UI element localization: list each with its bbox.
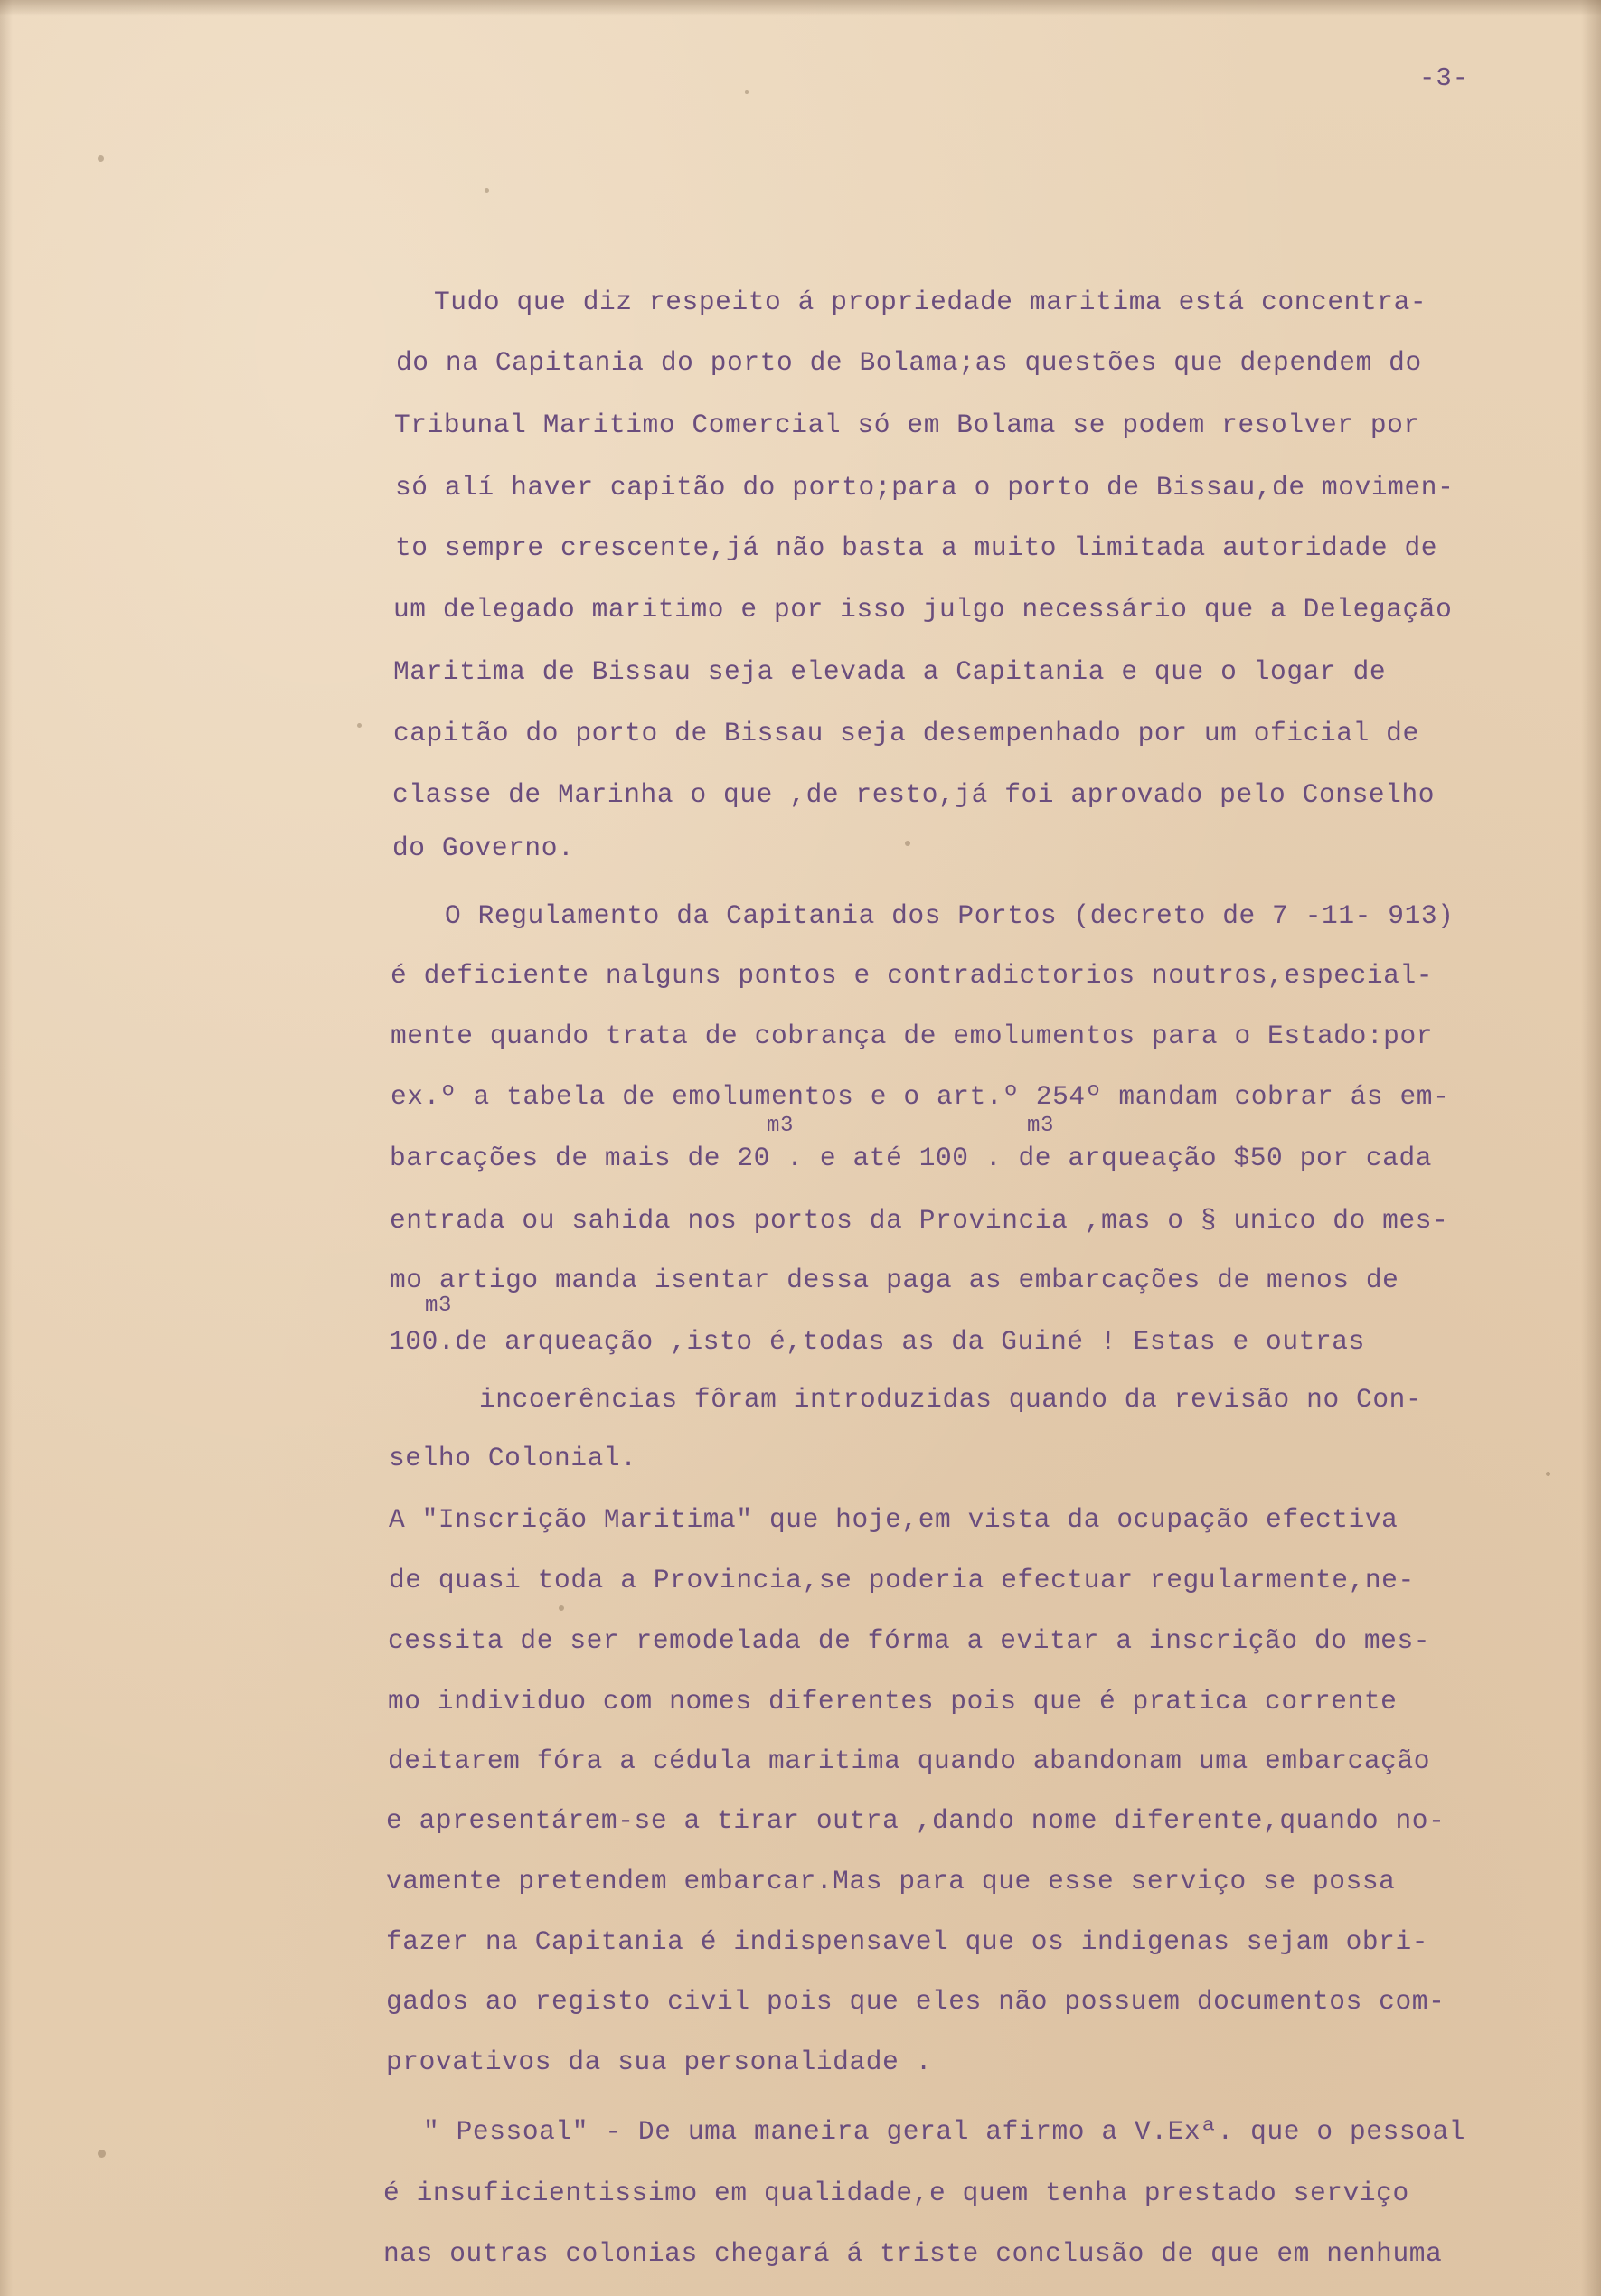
- paper-speck: [485, 188, 489, 193]
- text-line: gados ao registo civil pois que eles não possuem documentos com-: [386, 1986, 1446, 2017]
- text-line: do Governo.: [392, 833, 575, 863]
- text-line: é deficiente nalguns pontos e contradictorios noutros,especial-: [391, 960, 1434, 991]
- text-line: vamente pretendem embarcar.Mas para que esse serviço se possa: [386, 1866, 1396, 1896]
- text-line: de quasi toda a Provincia,se poderia efectuar regularmente,ne-: [389, 1565, 1415, 1595]
- text-line: é insuficientissimo em qualidade,e quem tenha prestado serviço: [383, 2178, 1409, 2208]
- paper-speck: [1546, 1472, 1550, 1476]
- text-line: capitão do porto de Bissau seja desempenhado por um oficial de: [393, 718, 1419, 748]
- text-line: só alí haver capitão do porto;para o porto de Bissau,de movimen-: [395, 472, 1455, 503]
- text-line: m3: [425, 1294, 453, 1318]
- page-edge-shadow-left: [0, 0, 13, 2296]
- text-line: Maritima de Bissau seja elevada a Capitania e que o logar de: [393, 656, 1387, 687]
- text-line: Tribunal Maritimo Comercial só em Bolama se podem resolver por: [394, 409, 1420, 440]
- text-line: selho Colonial.: [389, 1443, 637, 1473]
- text-line: mo artigo manda isentar dessa paga as embarcações de menos de: [390, 1265, 1399, 1295]
- text-line: mente quando trata de cobrança de emolumentos para o Estado:por: [391, 1021, 1434, 1051]
- text-line: deitarem fóra a cédula maritima quando abandonam uma embarcação: [388, 1746, 1431, 1776]
- paper-speck: [745, 90, 749, 94]
- text-line: 100.de arqueação ,isto é,todas as da Guiné ! Estas e outras: [389, 1326, 1365, 1357]
- text-line: O Regulamento da Capitania dos Portos (decreto de 7 -11- 913): [445, 900, 1455, 931]
- paper-speck: [98, 2150, 106, 2158]
- page-edge-shadow-right: [1581, 0, 1601, 2296]
- text-line: nas outras colonias chegará á triste conclusão de que em nenhuma: [383, 2238, 1443, 2269]
- text-line: m3: [1027, 1114, 1055, 1138]
- text-line: A "Inscrição Maritima" que hoje,em vista da ocupação efectiva: [389, 1504, 1399, 1535]
- text-line: to sempre crescente,já não basta a muito limitada autoridade de: [395, 532, 1438, 563]
- paper-speck: [559, 1605, 564, 1611]
- text-line: cessita de ser remodelada de fórma a evitar a inscrição do mes-: [388, 1625, 1431, 1656]
- paper-speck: [905, 841, 910, 846]
- text-line: " Pessoal" - De uma maneira geral afirmo a V.Exª. que o pessoal: [423, 2116, 1466, 2147]
- text-line: barcações de mais de 20 . e até 100 . de arqueação $50 por cada: [390, 1143, 1433, 1173]
- page-edge-shadow-top: [0, 0, 1601, 16]
- page-number: -3-: [1419, 63, 1470, 93]
- text-line: incoerências fôram introduzidas quando da revisão no Con-: [479, 1384, 1423, 1415]
- paper-speck: [98, 155, 104, 162]
- text-line: m3: [767, 1114, 795, 1138]
- text-line: um delegado maritimo e por isso julgo necessário que a Delegação: [393, 594, 1453, 625]
- text-line: fazer na Capitania é indispensavel que os indigenas sejam obri-: [386, 1926, 1429, 1957]
- text-line: e apresentárem-se a tirar outra ,dando nome diferente,quando no-: [386, 1805, 1446, 1836]
- text-line: Tudo que diz respeito á propriedade maritima está concentra-: [434, 287, 1427, 317]
- text-line: entrada ou sahida nos portos da Provincia ,mas o § unico do mes-: [390, 1205, 1449, 1236]
- text-line: mo individuo com nomes diferentes pois que é pratica corrente: [388, 1686, 1398, 1717]
- paper-speck: [357, 723, 362, 728]
- text-line: provativos da sua personalidade .: [386, 2047, 932, 2077]
- text-line: do na Capitania do porto de Bolama;as questões que dependem do: [396, 347, 1422, 378]
- text-line: ex.º a tabela de emolumentos e o art.º 254º mandam cobrar ás em-: [391, 1081, 1450, 1112]
- text-line: classe de Marinha o que ,de resto,já foi aprovado pelo Conselho: [392, 779, 1436, 810]
